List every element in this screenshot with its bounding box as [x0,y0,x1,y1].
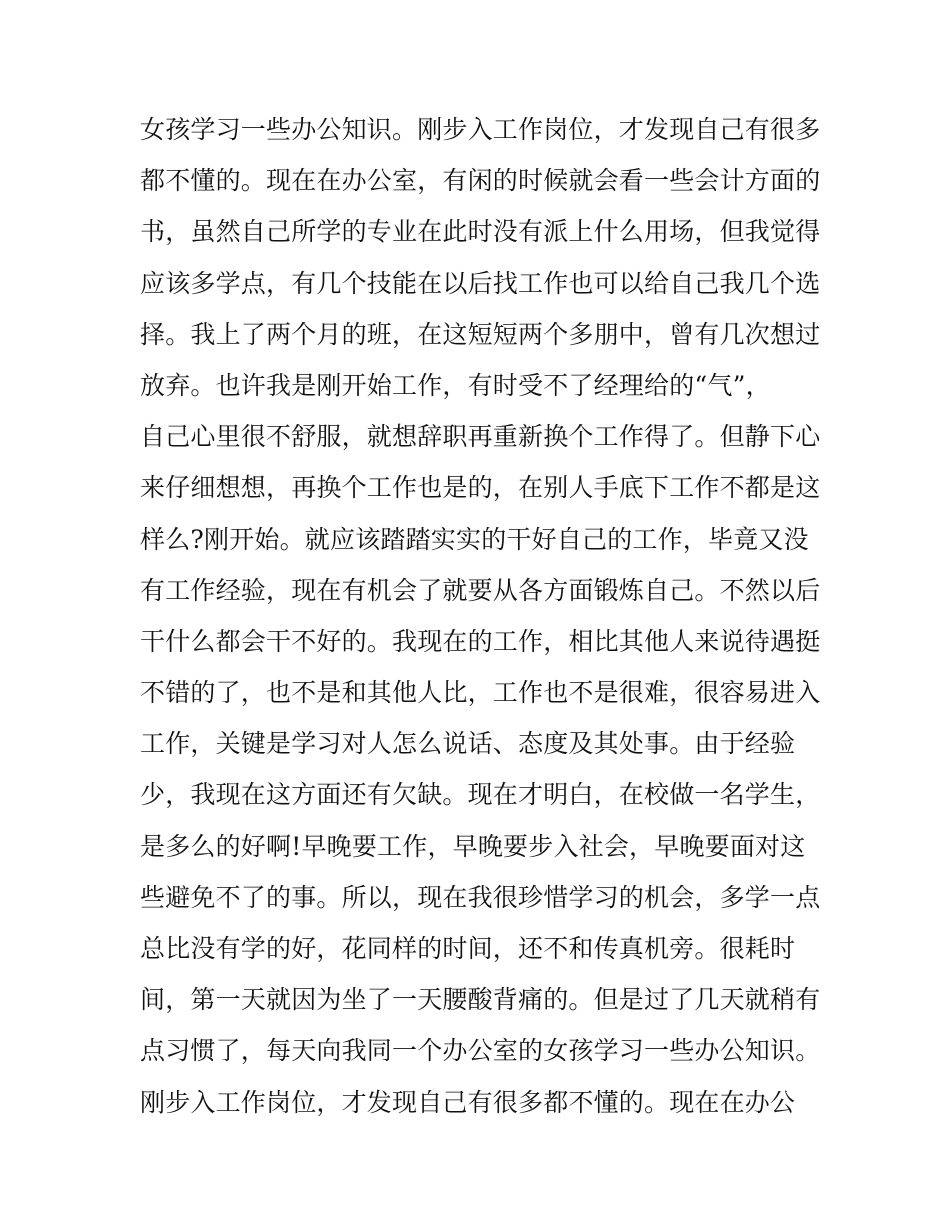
text-line: 刚步入工作岗位，才发现自己有很多都不懂的。现在在办公 [140,1087,796,1117]
text-line: 总比没有学的好，花同样的时间，还不和传真机旁。很耗时 [140,934,796,963]
text-line: 少，我现在这方面还有欠缺。现在才明白，在校做一名学生， [140,780,821,810]
body-text [140,104,820,1128]
text-line: 些避免不了的事。所以，现在我很珍惜学习的机会，多学一点 [140,882,821,912]
text-line: 来仔细想想，再换个工作也是的，在别人手底下工作不都是这 [140,473,821,503]
text-line: 间，第一天就因为坐了一天腰酸背痛的。但是过了几天就稍有 [140,985,821,1015]
text-line: 是多么的好啊!早晚要工作，早晚要步入社会，早晚要面对这 [140,831,806,861]
text-line: 工作，关键是学习对人怎么说话、态度及其处事。由于经验 [140,729,796,759]
text-line: 点习惯了，每天向我同一个办公室的女孩学习一些办公知识。 [140,1036,821,1066]
text-line: 放弃。也许我是刚开始工作，有时受不了经理给的“气”， [140,370,771,400]
text-line: 书，虽然自己所学的专业在此时没有派上什么用场，但我觉得 [140,217,821,247]
text-line: 不错的了，也不是和其他人比，工作也不是很难，很容易进入 [140,678,821,708]
text-line: 样么?刚开始。就应该踏踏实实的干好自己的工作，毕竟又没 [140,524,809,554]
text-line: 择。我上了两个月的班，在这短短两个多朋中，曾有几次想过 [140,319,821,349]
text-line: 有工作经验，现在有机会了就要从各方面锻炼自己。不然以后 [140,575,821,605]
text-line: 女孩学习一些办公知识。刚步入工作岗位，才发现自己有很多 [140,115,821,144]
text-line: 都不懂的。现在在办公室，有闲的时候就会看一些会计方面的 [140,166,821,196]
text-line: 自己心里很不舒服，就想辞职再重新换个工作得了。但静下心 [140,422,821,452]
text-line: 干什么都会干不好的。我现在的工作，相比其他人来说待遇挺 [140,626,821,656]
text-line: 应该多学点，有几个技能在以后找工作也可以给自己我几个选 [140,268,821,298]
